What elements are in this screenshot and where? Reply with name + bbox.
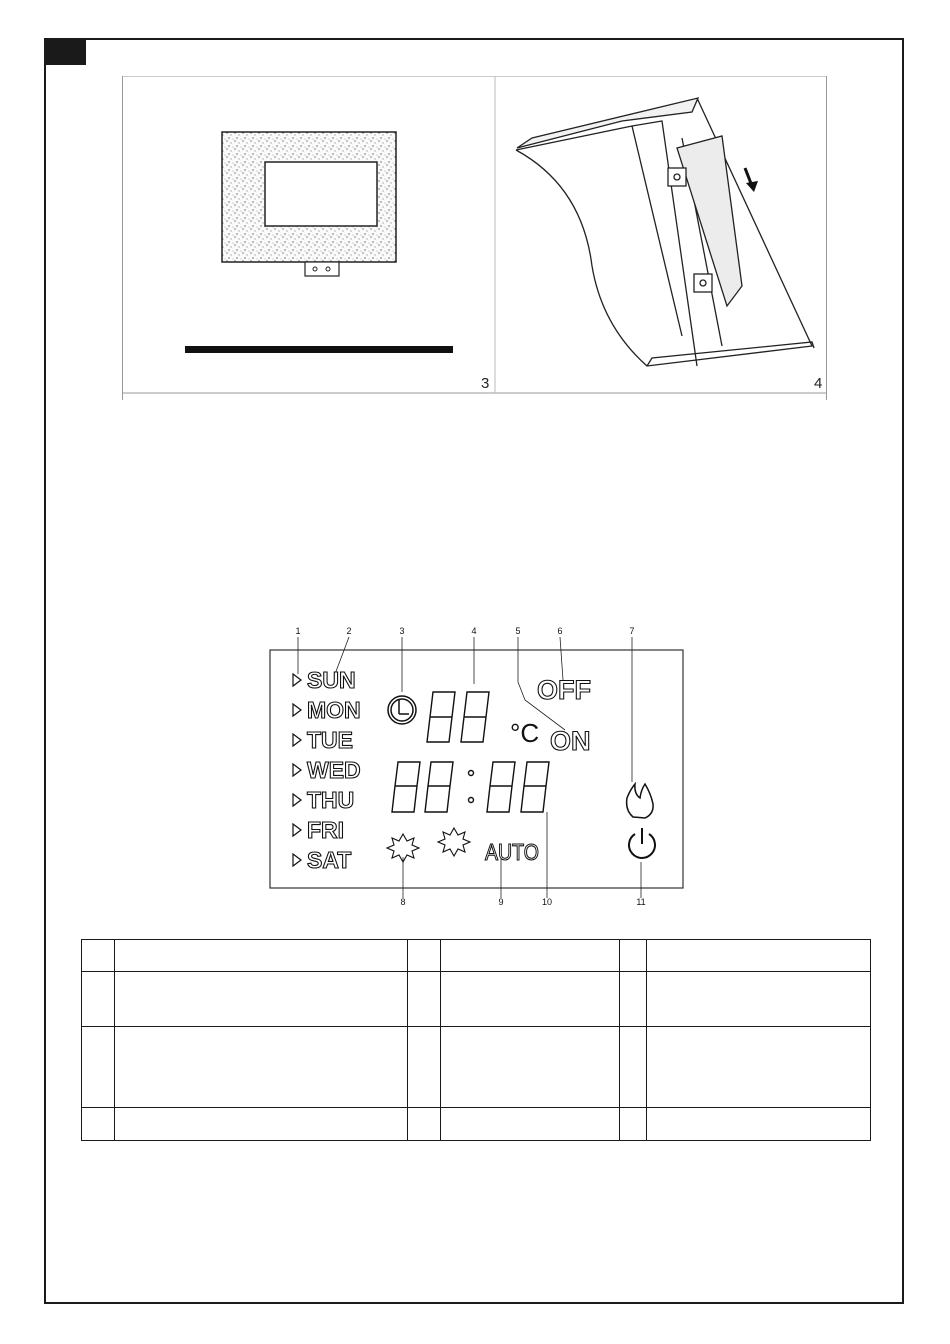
bracket-mount-side-drawing (516, 98, 814, 366)
down-arrow-icon (745, 168, 758, 192)
day-sun: SUN (307, 667, 356, 693)
callout-9: 9 (498, 897, 504, 907)
table-row (82, 1027, 871, 1108)
day-mon: MON (307, 697, 361, 723)
lcd-display-diagram (265, 622, 695, 912)
day-fri: FRI (307, 817, 345, 843)
table-row (82, 1108, 871, 1141)
off-indicator: OFF (537, 675, 591, 705)
table-row (82, 972, 871, 1027)
legend-table (81, 939, 871, 1141)
callout-4: 4 (471, 626, 477, 636)
auto-indicator: AUTO (485, 839, 539, 865)
table-row (82, 940, 871, 972)
callout-10: 10 (541, 897, 553, 907)
callout-3: 3 (399, 626, 405, 636)
on-indicator: ON (550, 726, 591, 756)
figure-number-4: 4 (814, 375, 823, 392)
celsius-unit: °C (510, 718, 540, 748)
day-thu: THU (307, 787, 355, 813)
day-tue: TUE (307, 727, 353, 753)
callout-5: 5 (515, 626, 521, 636)
callout-6: 6 (557, 626, 563, 636)
figure-number-3: 3 (481, 375, 490, 392)
day-sat: SAT (307, 847, 352, 873)
callout-11: 11 (636, 897, 646, 907)
callout-1: 1 (295, 626, 301, 636)
callout-7: 7 (629, 626, 635, 636)
section-tab (44, 38, 86, 65)
day-wed: WED (307, 757, 361, 783)
callout-2: 2 (346, 626, 352, 636)
installation-figures (122, 76, 827, 400)
callout-8: 8 (400, 897, 406, 907)
wall-mount-front-drawing (185, 132, 453, 353)
